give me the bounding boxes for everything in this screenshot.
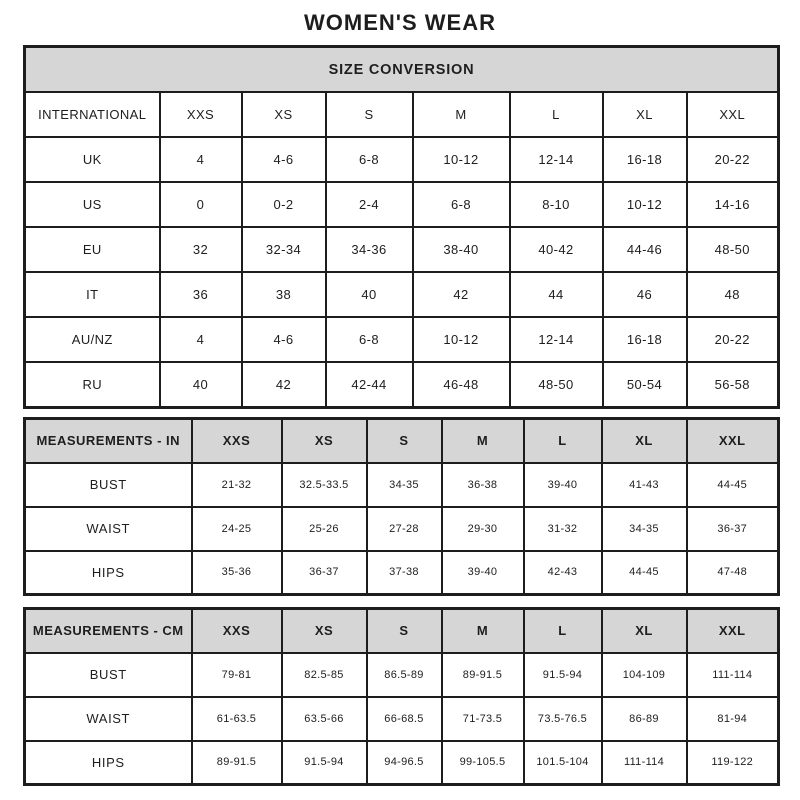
header-international: INTERNATIONAL	[25, 92, 160, 137]
measurement-value: 104-109	[602, 653, 687, 697]
measurement-value: 36-38	[442, 463, 524, 507]
size-value: 42-44	[326, 362, 413, 407]
size-value: 0	[160, 182, 242, 227]
measurement-value: 73.5-76.5	[524, 697, 602, 741]
size-value: 4-6	[242, 317, 326, 362]
size-value: 4	[160, 317, 242, 362]
size-value: 56-58	[687, 362, 779, 407]
size-column-header: L	[510, 92, 603, 137]
size-value: 48	[687, 272, 779, 317]
size-column-header: L	[524, 609, 602, 653]
size-column-header: S	[367, 419, 442, 463]
measurement-value: 91.5-94	[282, 741, 367, 785]
measurements-in-table	[23, 417, 780, 596]
size-column-header: XS	[282, 609, 367, 653]
table-row	[25, 227, 779, 272]
table-row	[25, 272, 779, 317]
measurement-label: WAIST	[25, 697, 192, 741]
measurement-label: WAIST	[25, 507, 192, 551]
size-value: 20-22	[687, 137, 779, 182]
measurements-cm-table	[23, 607, 780, 786]
size-column-header: XXL	[687, 609, 779, 653]
measurement-value: 32.5-33.5	[282, 463, 367, 507]
measurement-value: 24-25	[192, 507, 282, 551]
table-row	[25, 137, 779, 182]
measurement-value: 36-37	[282, 551, 367, 595]
size-column-header: XL	[602, 419, 687, 463]
size-value: 46	[603, 272, 687, 317]
measurement-value: 47-48	[687, 551, 779, 595]
table-row	[25, 551, 779, 595]
size-value: 38	[242, 272, 326, 317]
measurement-label: HIPS	[25, 741, 192, 785]
measurement-value: 119-122	[687, 741, 779, 785]
measurement-value: 101.5-104	[524, 741, 602, 785]
size-value: 6-8	[413, 182, 510, 227]
table-row	[25, 741, 779, 785]
size-value: 14-16	[687, 182, 779, 227]
size-column-header: L	[524, 419, 602, 463]
measurement-value: 79-81	[192, 653, 282, 697]
measurement-value: 91.5-94	[524, 653, 602, 697]
measurement-value: 94-96.5	[367, 741, 442, 785]
table-row	[25, 182, 779, 227]
size-value: 4-6	[242, 137, 326, 182]
size-value: 48-50	[510, 362, 603, 407]
size-value: 46-48	[413, 362, 510, 407]
table-row	[25, 697, 779, 741]
measurement-value: 86.5-89	[367, 653, 442, 697]
size-conversion-band-title: SIZE CONVERSION	[25, 47, 779, 93]
size-conversion-table	[23, 45, 780, 409]
size-value: 6-8	[326, 137, 413, 182]
measurement-value: 66-68.5	[367, 697, 442, 741]
measurement-value: 81-94	[687, 697, 779, 741]
measurement-value: 42-43	[524, 551, 602, 595]
measurement-value: 63.5-66	[282, 697, 367, 741]
measurement-value: 111-114	[687, 653, 779, 697]
measurement-value: 86-89	[602, 697, 687, 741]
size-value: 12-14	[510, 137, 603, 182]
size-value: 20-22	[687, 317, 779, 362]
region-label: UK	[25, 137, 160, 182]
size-column-header: M	[442, 419, 524, 463]
size-value: 12-14	[510, 317, 603, 362]
region-label: IT	[25, 272, 160, 317]
measurement-value: 27-28	[367, 507, 442, 551]
measurement-label: BUST	[25, 463, 192, 507]
measurement-value: 89-91.5	[442, 653, 524, 697]
region-label: AU/NZ	[25, 317, 160, 362]
measurement-value: 29-30	[442, 507, 524, 551]
measurement-value: 44-45	[687, 463, 779, 507]
table-row	[25, 653, 779, 697]
measurements-table-title: MEASUREMENTS - CM	[25, 609, 192, 653]
size-value: 32-34	[242, 227, 326, 272]
size-value: 10-12	[413, 317, 510, 362]
measurement-value: 34-35	[367, 463, 442, 507]
size-value: 40-42	[510, 227, 603, 272]
size-column-header: XL	[602, 609, 687, 653]
size-value: 36	[160, 272, 242, 317]
size-column-header: XS	[242, 92, 326, 137]
measurements-table-title: MEASUREMENTS - IN	[25, 419, 192, 463]
measurement-value: 35-36	[192, 551, 282, 595]
table-row	[25, 317, 779, 362]
region-label: RU	[25, 362, 160, 407]
size-value: 38-40	[413, 227, 510, 272]
size-value: 2-4	[326, 182, 413, 227]
size-value: 6-8	[326, 317, 413, 362]
size-column-header: S	[367, 609, 442, 653]
size-column-header: XXS	[160, 92, 242, 137]
size-value: 48-50	[687, 227, 779, 272]
size-value: 40	[160, 362, 242, 407]
size-value: 10-12	[603, 182, 687, 227]
measurement-value: 21-32	[192, 463, 282, 507]
size-value: 44-46	[603, 227, 687, 272]
size-column-header: M	[413, 92, 510, 137]
size-column-header: M	[442, 609, 524, 653]
size-value: 10-12	[413, 137, 510, 182]
size-column-header: XXS	[192, 419, 282, 463]
size-value: 50-54	[603, 362, 687, 407]
measurement-value: 36-37	[687, 507, 779, 551]
size-value: 34-36	[326, 227, 413, 272]
size-value: 16-18	[603, 317, 687, 362]
page-title: WOMEN'S WEAR	[304, 10, 496, 35]
measurement-value: 82.5-85	[282, 653, 367, 697]
size-value: 42	[413, 272, 510, 317]
region-label: EU	[25, 227, 160, 272]
measurement-value: 99-105.5	[442, 741, 524, 785]
size-column-header: XXL	[687, 92, 779, 137]
size-value: 42	[242, 362, 326, 407]
measurement-label: HIPS	[25, 551, 192, 595]
measurement-value: 34-35	[602, 507, 687, 551]
size-value: 16-18	[603, 137, 687, 182]
region-label: US	[25, 182, 160, 227]
size-column-header: XL	[603, 92, 687, 137]
measurement-value: 25-26	[282, 507, 367, 551]
size-value: 8-10	[510, 182, 603, 227]
size-column-header: XXS	[192, 609, 282, 653]
size-value: 40	[326, 272, 413, 317]
size-column-header: XS	[282, 419, 367, 463]
measurement-value: 39-40	[442, 551, 524, 595]
size-value: 44	[510, 272, 603, 317]
size-column-header: XXL	[687, 419, 779, 463]
table-row	[25, 463, 779, 507]
measurement-value: 31-32	[524, 507, 602, 551]
measurement-label: BUST	[25, 653, 192, 697]
table-row	[25, 507, 779, 551]
measurement-value: 41-43	[602, 463, 687, 507]
size-column-header: S	[326, 92, 413, 137]
table-row	[25, 362, 779, 407]
measurement-value: 44-45	[602, 551, 687, 595]
measurement-value: 111-114	[602, 741, 687, 785]
size-value: 4	[160, 137, 242, 182]
measurement-value: 39-40	[524, 463, 602, 507]
measurement-value: 71-73.5	[442, 697, 524, 741]
measurement-value: 89-91.5	[192, 741, 282, 785]
measurement-value: 61-63.5	[192, 697, 282, 741]
size-value: 0-2	[242, 182, 326, 227]
size-value: 32	[160, 227, 242, 272]
measurement-value: 37-38	[367, 551, 442, 595]
